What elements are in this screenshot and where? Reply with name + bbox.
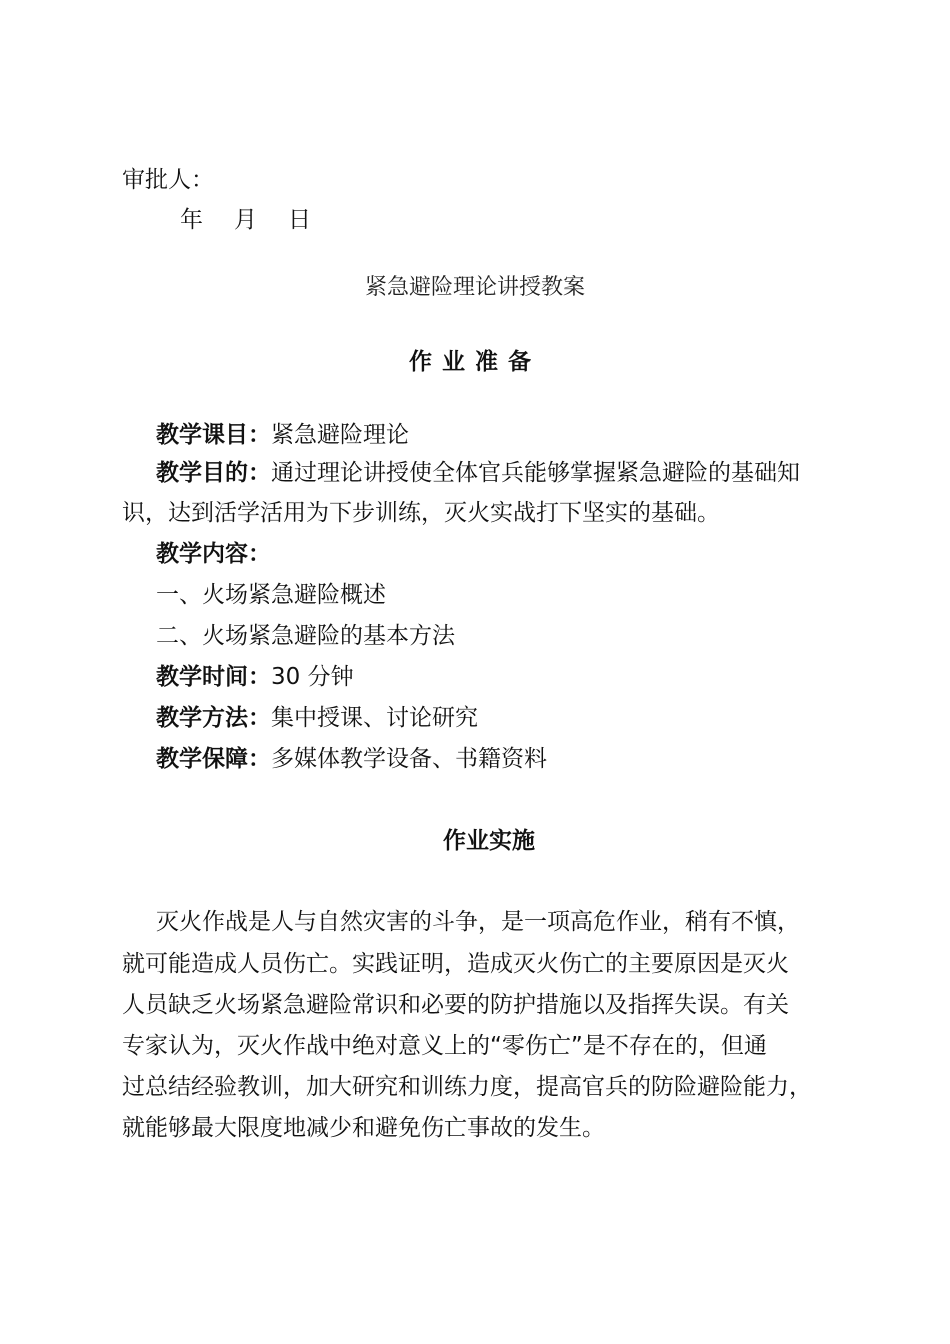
day-label: 日 [288,207,311,233]
method-value: 集中授课、讨论研究 [271,705,478,731]
paragraph-line-1: 灭火作战是人与自然灾害的斗争，是一项高危作业，稍有不慎， [156,909,800,935]
support-row [156,745,547,773]
content-label: 教学内容： [156,541,271,567]
approver-label: 审批人： [122,167,214,193]
content-item-1: 一、火场紧急避险概述 [156,582,386,608]
method-label: 教学方法： [156,705,271,731]
support-value: 多媒体教学设备、书籍资料 [271,746,547,772]
purpose-row [156,459,800,487]
year-label: 年 [180,207,203,233]
course-value: 紧急避险理论 [271,422,409,448]
paragraph-line-4: 专家认为，灭火作战中绝对意义上的“零伤亡”是不存在的，但通 [122,1033,767,1059]
time-value: 30 分钟 [271,664,354,690]
section-heading-implementation: 作业实施 [443,828,535,854]
purpose-line-2: 识，达到活学活用为下步训练，灭火实战打下坚实的基础。 [122,500,720,526]
paragraph-line-2: 就可能造成人员伤亡。实践证明，造成灭火伤亡的主要原因是灭火 [122,951,789,977]
method-row [156,704,478,732]
time-row [156,663,354,691]
paragraph-line-5: 过总结经验教训，加大研究和训练力度，提高官兵的防险避险能力， [122,1074,812,1100]
section-heading-preparation: 作业准备 [409,349,541,375]
approval-date [180,206,342,234]
document-title: 紧急避险理论讲授教案 [364,275,585,300]
content-item-2: 二、火场紧急避险的基本方法 [156,623,455,649]
course-label: 教学课目： [156,422,271,448]
support-label: 教学保障： [156,746,271,772]
paragraph-line-3: 人员缺乏火场紧急避险常识和必要的防护措施以及指挥失误。有关 [122,992,789,1018]
purpose-label: 教学目的： [156,460,271,486]
paragraph-line-6: 就能够最大限度地减少和避免伤亡事故的发生。 [122,1115,605,1141]
course-row [156,421,409,449]
purpose-line-1: 通过理论讲授使全体官兵能够掌握紧急避险的基础知 [271,460,800,486]
month-label: 月 [234,207,257,233]
time-label: 教学时间： [156,664,271,690]
